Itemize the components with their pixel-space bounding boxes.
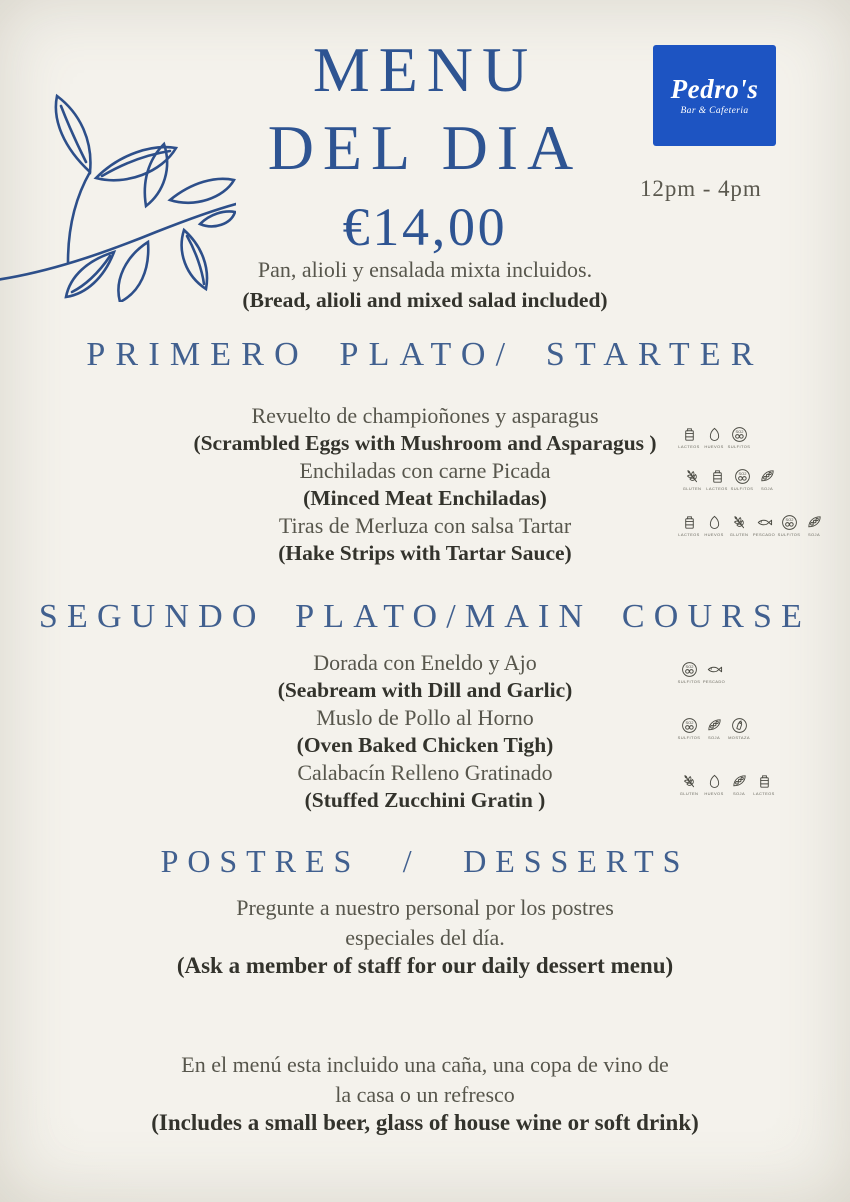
allergen-label: GLUTEN (679, 791, 699, 796)
footer-en: (Includes a small beer, glass of house wine or soft drink) (151, 1110, 699, 1135)
dish-name-en: (Oven Baked Chicken Tigh) (296, 732, 554, 757)
allergen-group (682, 468, 777, 491)
allergen-label: LACTEOS (706, 486, 728, 491)
allergen-lacteos-icon (679, 426, 699, 449)
allergen-sulfitos-icon (732, 468, 752, 491)
menu-title-line2: DEL DIA (267, 112, 583, 183)
allergen-sulfitos-icon (679, 717, 699, 740)
footer-es-line2: la casa o un refresco (335, 1082, 515, 1107)
allergen-gluten-icon (682, 468, 702, 491)
allergen-huevos-icon (704, 426, 724, 449)
dish-name-es: Enchiladas con carne Picada (299, 458, 551, 484)
allergen-label: PESCADO (702, 679, 726, 684)
allergen-mostaza-icon (729, 717, 749, 740)
dish-name-es: Muslo de Pollo al Horno (316, 705, 534, 731)
allergen-gluten-icon (679, 773, 699, 796)
footer-es-line1: En el menú esta incluido una caña, una copa de vino de (181, 1052, 669, 1077)
allergen-group (679, 426, 749, 449)
allergen-soja-icon (757, 468, 777, 491)
menu-price: €14,00 (342, 197, 508, 257)
allergen-label: SULFITOS (730, 486, 754, 491)
dish-name-es: Revuelto de champioñones y asparagus (251, 403, 599, 428)
allergen-label: MOSTAZA (728, 735, 750, 740)
allergen-lacteos-icon (707, 468, 727, 491)
dish-name-es: Tiras de Merluza con salsa Tartar (278, 513, 572, 539)
desserts-note-es-line2: especiales del día. (345, 925, 505, 950)
dish-name-en: (Minced Meat Enchiladas) (303, 485, 547, 510)
allergen-label: SOJA (807, 532, 821, 537)
allergen-label: LACTEOS (753, 791, 775, 796)
allergen-group (679, 514, 824, 537)
allergen-group (679, 661, 724, 684)
allergen-sulfitos-icon (679, 661, 699, 684)
allergen-label: SULFITOS (677, 735, 701, 740)
restaurant-logo (653, 45, 776, 146)
allergen-label: SULFITOS (777, 532, 801, 537)
dish-name-en: (Hake Strips with Tartar Sauce) (278, 540, 572, 565)
desserts-note-es-line1: Pregunte a nuestro personal por los postres (236, 895, 614, 920)
allergen-label: SOJA (760, 486, 774, 491)
allergen-label: SOJA (707, 735, 721, 740)
allergen-lacteos-icon (679, 514, 699, 537)
included-note-en: (Bread, alioli and mixed salad included) (242, 288, 608, 312)
allergen-label: LACTEOS (678, 532, 700, 537)
allergen-group (679, 717, 749, 740)
allergen-sulfitos-icon (779, 514, 799, 537)
dish-name-es: Dorada con Eneldo y Ajo (313, 650, 537, 675)
allergen-label: PESCADO (752, 532, 776, 537)
allergen-soja-icon (729, 773, 749, 796)
allergen-label: HUEVOS (704, 791, 724, 796)
allergen-sulfitos-icon (729, 426, 749, 449)
desserts-heading: POSTRES / DESSERTS (160, 843, 690, 879)
desserts-note-en: (Ask a member of staff for our daily dessert menu) (176, 953, 674, 978)
starters-list (120, 402, 730, 568)
allergen-label: SULFITOS (727, 444, 751, 449)
included-note-es: Pan, alioli y ensalada mixta incluidos. (257, 257, 593, 282)
dish-name-en: (Scrambled Eggs with Mushroom and Asparagus ) (193, 430, 657, 455)
dish-name-es: Calabacín Relleno Gratinado (297, 760, 553, 786)
logo-subtitle: Bar & Cafeteria (680, 105, 749, 116)
allergen-group (679, 773, 774, 796)
allergen-huevos-icon (704, 514, 724, 537)
dish-name-en: (Seabream with Dill and Garlic) (277, 677, 573, 702)
allergen-pescado-icon (754, 514, 774, 537)
mains-heading: SEGUNDO PLATO/MAIN COURSE (38, 598, 812, 635)
allergen-pescado-icon (704, 661, 724, 684)
starters-heading: PRIMERO PLATO/ STARTER (86, 336, 764, 373)
allergen-label: HUEVOS (704, 444, 724, 449)
menu-title-line1: MENU (312, 34, 538, 105)
allergen-gluten-icon (729, 514, 749, 537)
allergen-huevos-icon (704, 773, 724, 796)
allergen-soja-icon (804, 514, 824, 537)
serving-hours: 12pm - 4pm (640, 176, 762, 201)
logo-name: Pedro's (670, 73, 759, 104)
allergen-label: LACTEOS (678, 444, 700, 449)
dish-name-en: (Stuffed Zucchini Gratin ) (304, 787, 546, 812)
allergen-label: SULFITOS (677, 679, 701, 684)
allergen-label: GLUTEN (682, 486, 702, 491)
allergen-label: GLUTEN (729, 532, 749, 537)
allergen-lacteos-icon (754, 773, 774, 796)
allergen-label: SOJA (732, 791, 746, 796)
allergen-label: HUEVOS (704, 532, 724, 537)
mains-list (120, 649, 730, 815)
allergen-soja-icon (704, 717, 724, 740)
